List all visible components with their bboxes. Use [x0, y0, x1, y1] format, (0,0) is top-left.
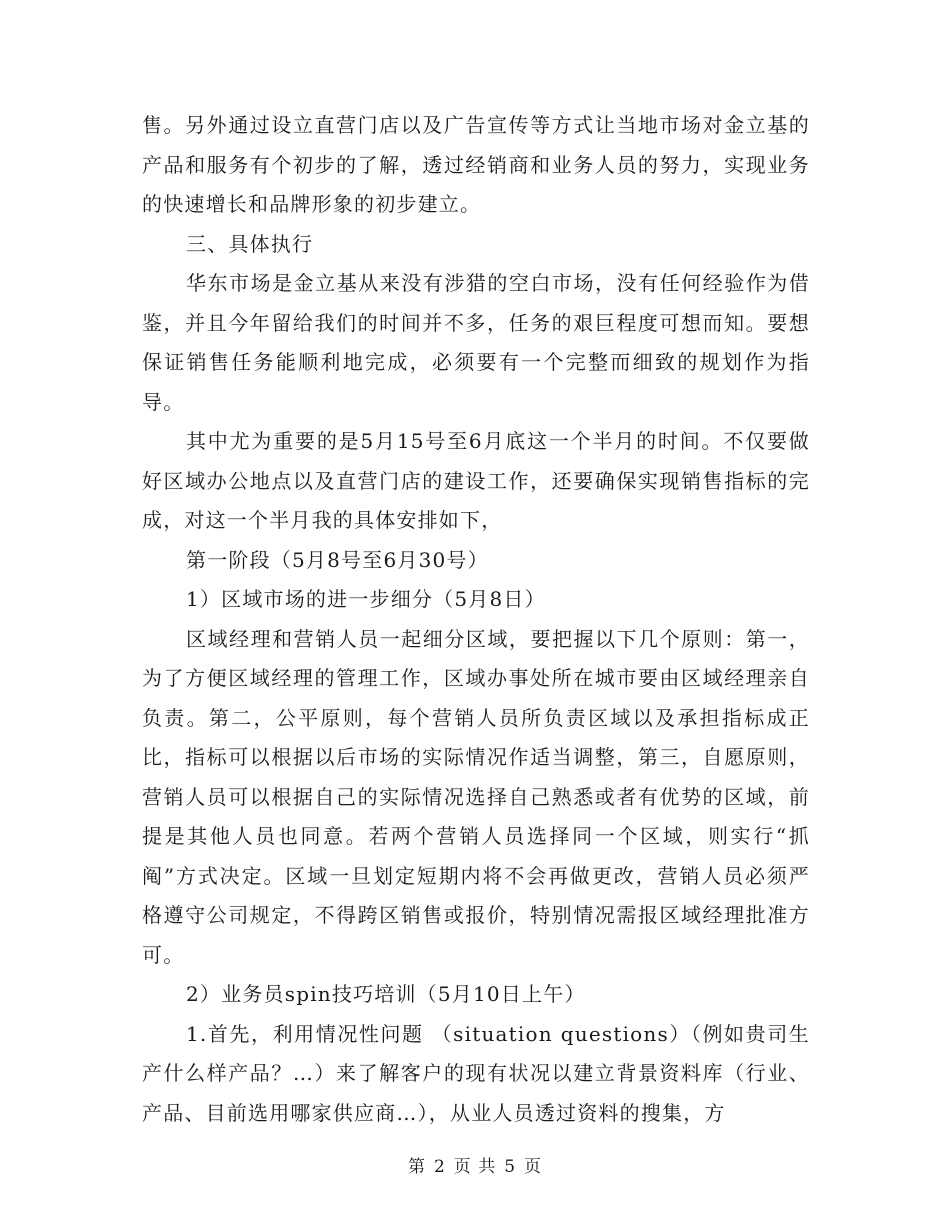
paragraph-key-period: 其中尤为重要的是5月15号至6月底这一个半月的时间。不仅要做好区域办公地点以及直营门店的建设工作，还要确保实现销售指标的完成，对这一个半月我的具体安排如下， [142, 429, 810, 532]
page-number-current: 2 [433, 1157, 446, 1177]
step-heading-spin-training: 2）业务员spin技巧培训（5月10日上午） [186, 982, 586, 1006]
paragraph-situation-questions: 1.首先，利用情况性问题 （situation questions）（例如贵司生产什么样产品？…）来了解客户的现有状况以建立背景资料库（行业、产品、目前选用哪家供应商…），从业人员透过资料的搜集，方 [142, 1021, 810, 1125]
footer-middle: 页 共 [453, 1157, 497, 1177]
phase-heading-first: 第一阶段（5月8号至6月30号） [186, 547, 489, 572]
step-heading-region-subdivision: 1）区域市场的进一步细分（5月8日） [186, 587, 546, 611]
footer-prefix: 第 [407, 1157, 426, 1177]
page-footer [0, 1152, 950, 1177]
paragraph-east-china-market: 华东市场是金立基从来没有涉猎的空白市场，没有任何经验作为借鉴，并且今年留给我们的时间并不多，任务的艰巨程度可想而知。要想保证销售任务能顺利地完成，必须要有一个完整而细致的规划作为指导。 [142, 271, 810, 414]
page-number-total: 5 [504, 1157, 517, 1177]
paragraph-region-principles: 区域经理和营销人员一起细分区域，要把握以下几个原则：第一，为了方便区域经理的管理工作，区域办事处所在城市要由区域经理亲自负责。第二，公平原则，每个营销人员所负责区域以及承担指标成正比，指标可以根据以后市场的实际情况作适当调整，第三，自愿原则，营销人员可以根据自己的实际情况选择自己熟悉或者有优势的区域，前提是其他人员也同意。若两个营销人员选择同一个区域，则实行“抓阄”方式决定。区域一旦划定短期内将不会再做更改，营销人员必须严格遵守公司规定，不得跨区销售或报价，特别情况需报区域经理批准方可。 [142, 626, 810, 967]
footer-suffix: 页 [524, 1157, 543, 1177]
document-body [142, 106, 810, 1133]
section-heading-execution: 三、具体执行 [186, 231, 314, 256]
paragraph-intro-continued: 售。另外通过设立直营门店以及广告宣传等方式让当地市场对金立基的产品和服务有个初步的了解，透过经销商和业务人员的努力，实现业务的快速增长和品牌形象的初步建立。 [142, 113, 810, 216]
